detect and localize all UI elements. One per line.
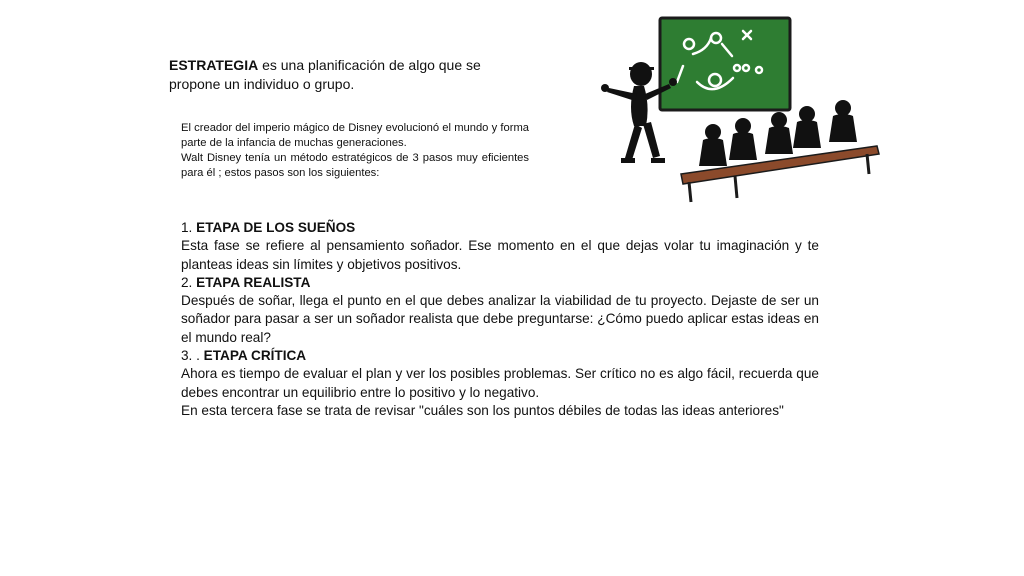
stage-2-heading	[181, 274, 819, 292]
stage-1-description: Esta fase se refiere al pensamiento soñador. Ese momento en el que dejas volar tu imaginación y te planteas ideas sin límites y objetivos positivos.	[181, 238, 819, 272]
stage-3-extra: En esta tercera fase se trata de revisar "cuáles son los puntos débiles de todas las ideas anteriores"	[181, 402, 784, 418]
stage-2-number: 2.	[181, 274, 197, 290]
stage-3-title: ETAPA CRÍTICA	[203, 348, 307, 364]
stage-2-description: Después de soñar, llega el punto en el que debes analizar la viabilidad de tu proyecto. Dejaste de ser un soñador para pasar a ser un soñador realista que debe preguntarse: ¿Cómo puedo aplicar estas ideas en el mundo real?	[181, 293, 819, 345]
stage-3-description: Ahora es tiempo de evaluar el plan y ver los posibles problemas. Ser crítico no es algo fácil, recuerda que debes encontrar un equilibrio entre lo positivo y lo negativo.	[181, 366, 819, 400]
stage-1-heading	[181, 219, 819, 237]
intro-paragraph-1: El creador del imperio mágico de Disney evolucionó el mundo y forma parte de la infancia de muchas generaciones.	[181, 122, 529, 149]
coach-chalkboard-illustration	[585, 14, 885, 204]
strategy-definition	[169, 56, 534, 94]
definition-term: ESTRATEGIA	[169, 57, 259, 73]
stage-1-title: ETAPA DE LOS SUEÑOS	[196, 220, 356, 235]
stage-2-title: ETAPA REALISTA	[196, 274, 311, 290]
definition-text: es una planificación de algo que se propone un individuo o grupo.	[169, 57, 481, 92]
stage-1-number: 1.	[181, 220, 197, 235]
chalkboard	[660, 18, 790, 110]
stage-3-number: 3. .	[181, 348, 204, 364]
stages-list	[181, 219, 819, 420]
intro-paragraph-2: Walt Disney tenía un método estratégicos de 3 pasos muy eficientes para él ; estos pasos son los siguientes:	[181, 152, 529, 179]
stage-3-heading	[181, 347, 819, 365]
disney-intro	[181, 121, 529, 181]
